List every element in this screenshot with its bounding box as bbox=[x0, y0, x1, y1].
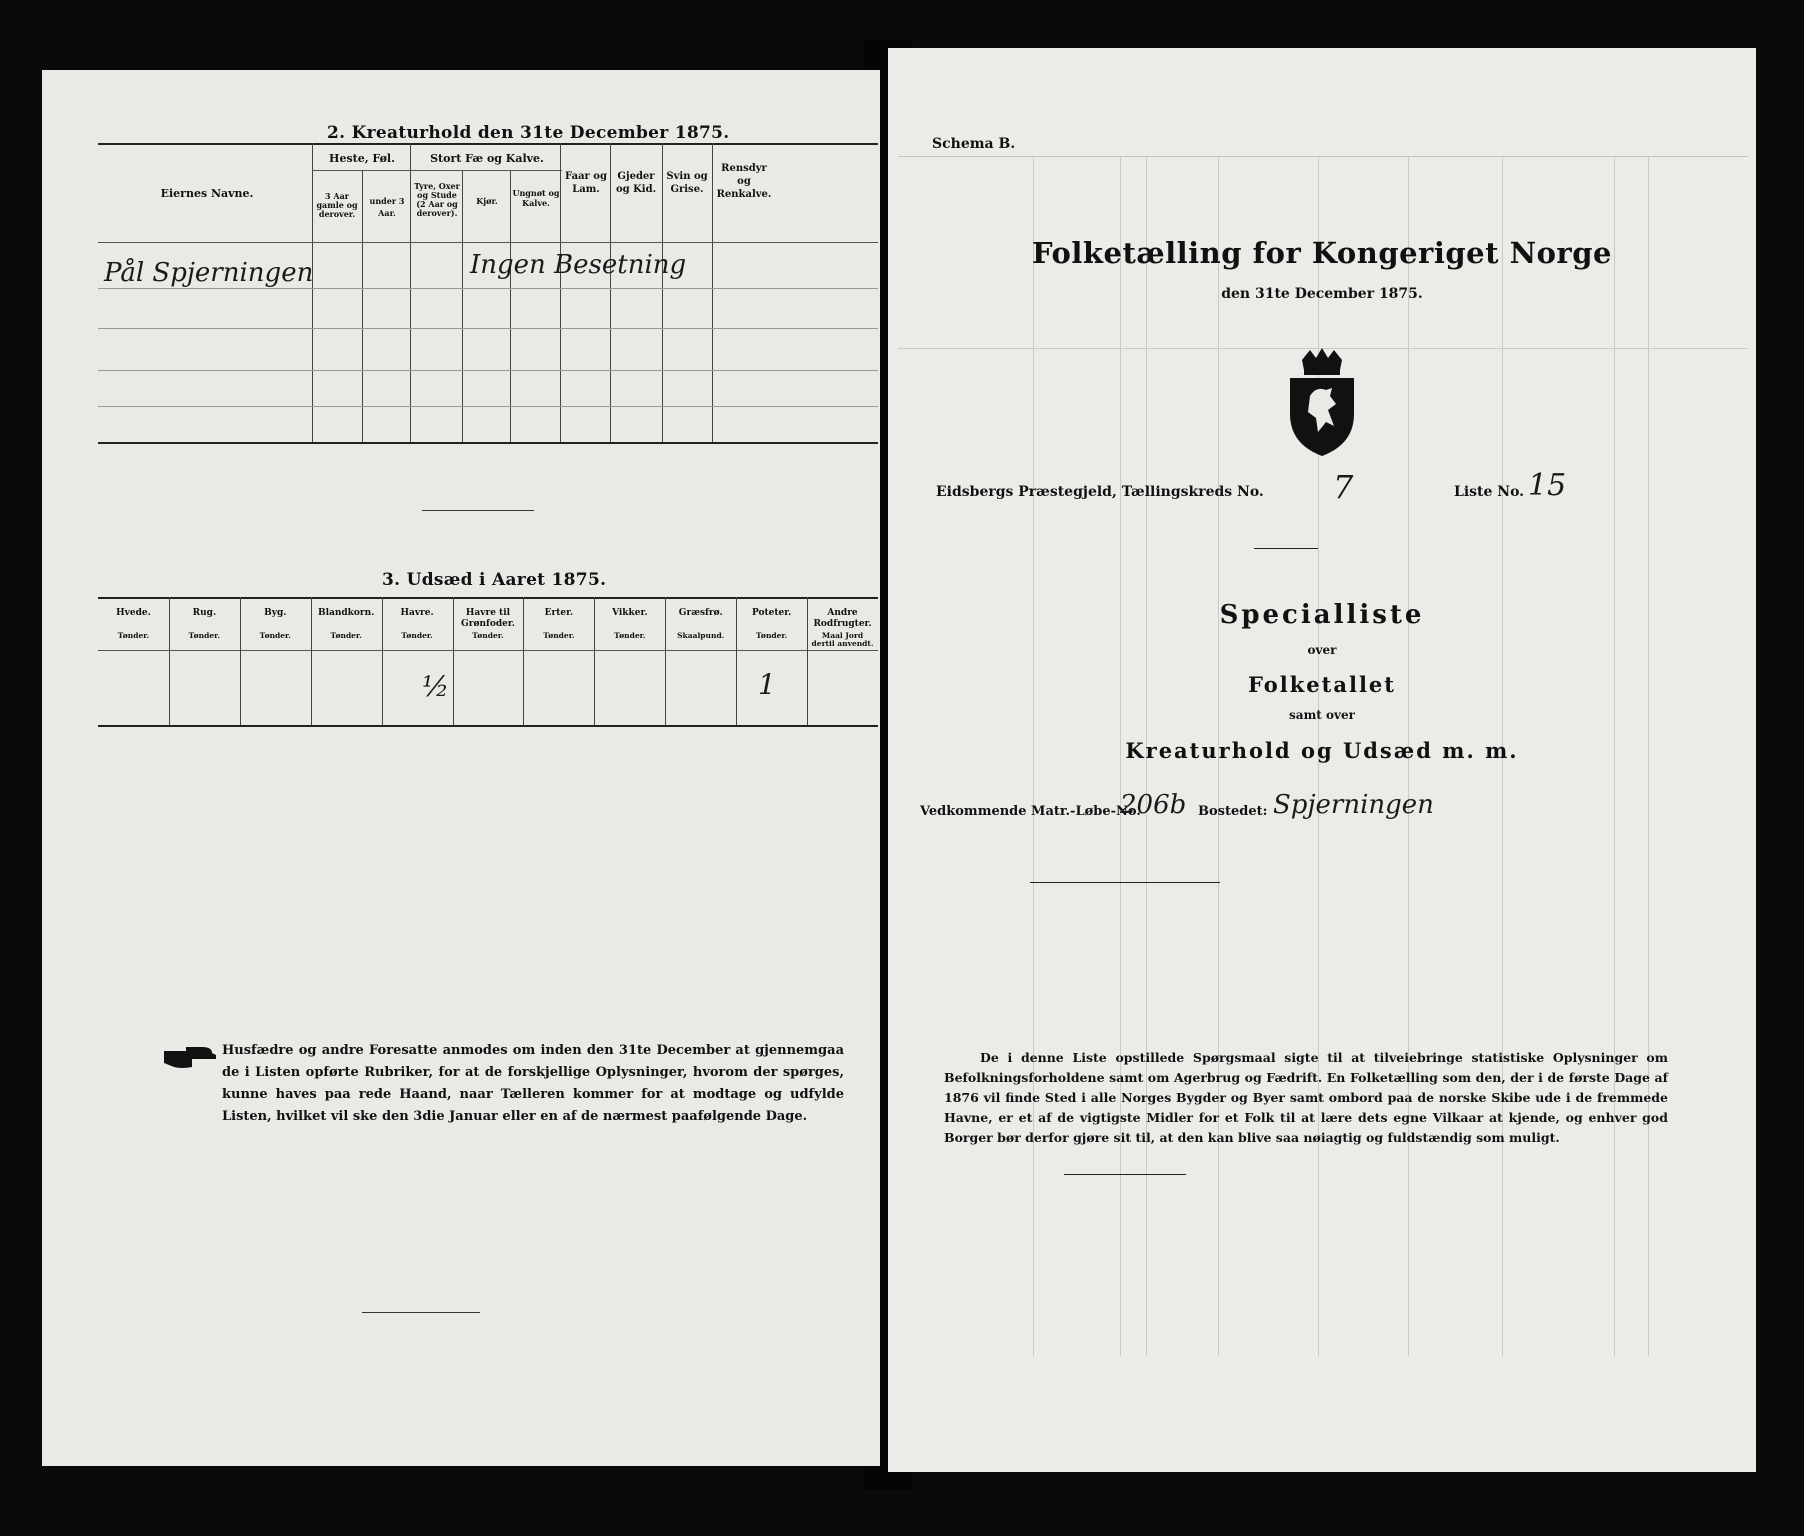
seed-col-unit: Tønder. bbox=[543, 631, 575, 640]
table3-bottom-rule bbox=[98, 725, 878, 727]
table3-col-rule bbox=[594, 597, 595, 725]
table3-col-rule bbox=[311, 597, 312, 725]
handwritten-bostedet-value: Spjerningen bbox=[1273, 790, 1434, 820]
seed-col-unit: Tønder. bbox=[117, 631, 150, 640]
handwritten-cattle-note: Ingen Besetning bbox=[470, 250, 687, 280]
table2-row-rule bbox=[98, 328, 878, 329]
census-date: den 31te December 1875. bbox=[1221, 286, 1423, 302]
table3-col-rule bbox=[240, 597, 241, 725]
liste-label: Liste No. bbox=[1454, 484, 1525, 500]
norway-lion-crest-icon bbox=[1280, 348, 1364, 458]
section-3-title: 3. Udsæd i Aaret 1875. bbox=[382, 570, 607, 590]
seed-col-header: Græsfrø. bbox=[678, 608, 723, 618]
col-owner-names: Eiernes Navne. bbox=[160, 187, 254, 200]
seed-col-header: Havre. bbox=[400, 608, 434, 618]
table2-col-rule bbox=[610, 143, 611, 443]
table2-col-rule bbox=[462, 170, 463, 443]
handwritten-liste-number: 15 bbox=[1528, 468, 1567, 503]
table2-top-rule bbox=[98, 143, 878, 145]
over-label: over bbox=[1307, 643, 1337, 657]
samt-over-label: samt over bbox=[1289, 708, 1355, 722]
seed-col-unit: Tønder. bbox=[755, 631, 788, 640]
seed-col-header: Erter. bbox=[544, 608, 574, 618]
seed-col-unit: Maal Jord dertil anvendt. bbox=[811, 631, 874, 648]
table2-col-rule bbox=[410, 143, 411, 443]
table2-subheader-rule bbox=[312, 170, 562, 171]
col-horses: Heste, Føl. bbox=[329, 152, 395, 165]
seed-col-unit: Tønder. bbox=[401, 631, 433, 640]
col-pigs: Svin og Grise. bbox=[666, 171, 708, 195]
seed-col-unit: Tønder. bbox=[472, 631, 504, 640]
seed-col-header: Poteter. bbox=[751, 608, 792, 618]
col-goats: Gjeder og Kid. bbox=[615, 171, 657, 195]
col-cattle-cows: Kjør. bbox=[476, 196, 498, 206]
seed-col-header: Byg. bbox=[264, 608, 287, 618]
table2-col-rule bbox=[560, 143, 561, 443]
explanatory-paragraph: De i denne Liste opstillede Spørgsmaal sigte til at tilveiebringe statistiske Oplysninger om Befolkningsforholdene samt om Agerbrug og Fædrift. En Folketælling som den, der i de første Dage af 1876 vil finde Sted i alle Norges Bygder og Byer samt ombord paa de norske Skibe ude i de fremmede Havne, er et af de vigtigste Midler for et Folk til at lære dets egne Vilkaar at kjende, og enhver god Borger bør derfor gjøre sit til, at den kan blive saa nøiagtig og fuldstændig som muligt. bbox=[944, 1050, 1668, 1145]
seed-col-unit: Tønder. bbox=[614, 631, 646, 640]
right-page bbox=[888, 48, 1756, 1472]
col-cattle-bulls: Tyre, Oxer og Stude (2 Aar og derover). bbox=[414, 181, 460, 218]
seed-col-header: Havre til Grønfoder. bbox=[461, 608, 515, 629]
table2-col-rule bbox=[662, 143, 663, 443]
table3-col-rule bbox=[382, 597, 383, 725]
table2-col-rule bbox=[312, 143, 313, 443]
seed-col-header: Rug. bbox=[192, 608, 217, 618]
table2-col-rule bbox=[712, 143, 713, 443]
background-grid-line bbox=[898, 156, 1748, 157]
col-sheep: Faar og Lam. bbox=[565, 171, 607, 195]
seed-col-unit: Tønder. bbox=[330, 631, 362, 640]
kreaturhold-heading: Kreaturhold og Udsæd m. m. bbox=[1125, 738, 1519, 763]
table2-row-rule bbox=[98, 288, 878, 289]
separator-rule bbox=[422, 510, 534, 511]
col-reindeer: Rensdyr og Renkalve. bbox=[716, 163, 772, 200]
seed-col-header: Andre Rodfrugter. bbox=[813, 608, 872, 629]
census-title: Folketælling for Kongeriget Norge bbox=[1032, 236, 1612, 270]
col-horses-under3: under 3 Aar. bbox=[369, 196, 405, 218]
table3-col-rule bbox=[169, 597, 170, 725]
handwritten-kreds-number: 7 bbox=[1333, 468, 1354, 506]
matr-label: Vedkommende Matr.-Løbe-No. bbox=[920, 804, 1141, 819]
table3-col-rule bbox=[453, 597, 454, 725]
handwritten-poteter-amount: 1 bbox=[758, 668, 776, 701]
specialliste-heading: Specialliste bbox=[1219, 600, 1425, 630]
folketallet-heading: Folketallet bbox=[1248, 672, 1396, 697]
seed-col-header: Blandkorn. bbox=[317, 608, 375, 618]
table2-header-rule bbox=[98, 242, 878, 243]
table3-col-rule bbox=[665, 597, 666, 725]
end-rule bbox=[362, 1312, 480, 1313]
handwritten-havre-amount: ½ bbox=[422, 670, 450, 703]
table3-header-rule bbox=[98, 650, 878, 651]
col-cattle-young: Ungnøt og Kalve. bbox=[512, 188, 560, 208]
parish-label: Eidsbergs Præstegjeld, Tællingskreds No. bbox=[936, 484, 1264, 500]
handwritten-matr-number: 206b bbox=[1120, 790, 1187, 820]
table2-row-rule bbox=[98, 370, 878, 371]
seed-col-unit: Tønder. bbox=[188, 631, 221, 640]
handwritten-owner-name: Pål Spjerningen bbox=[104, 258, 314, 288]
table3-col-rule bbox=[736, 597, 737, 725]
table2-col-rule bbox=[362, 170, 363, 443]
table2-row-rule bbox=[98, 406, 878, 407]
section-2-title: 2. Kreaturhold den 31te December 1875. bbox=[327, 123, 730, 143]
seed-col-unit: Tønder. bbox=[259, 631, 291, 640]
seed-col-header: Vikker. bbox=[612, 608, 648, 618]
notice-paragraph: Husfædre og andre Foresatte anmodes om inden den 31te December at gjennemgaa de i Listen opførte Rubriker, for at de forskjellige Oplysninger, hvorom der spørges, kunne haves paa rede Haand, naar Tælleren kommer for at modtage og udfylde Listen, hvilket vil ske den 3die Januar eller en af de nærmest paafølgende Dage. bbox=[222, 1043, 844, 1124]
separator-rule bbox=[1030, 882, 1220, 883]
table3-col-rule bbox=[807, 597, 808, 725]
col-cattle: Stort Fæ og Kalve. bbox=[430, 152, 544, 165]
schema-label: Schema B. bbox=[932, 136, 1016, 152]
seed-col-unit: Skaalpund. bbox=[677, 631, 725, 640]
table3-col-rule bbox=[523, 597, 524, 725]
pointing-hand-icon bbox=[162, 1045, 218, 1071]
table2-col-rule bbox=[510, 170, 511, 443]
col-horses-3yr: 3 Aar gamle og derover. bbox=[316, 191, 358, 219]
seed-col-header: Hvede. bbox=[116, 608, 151, 618]
table2-bottom-rule bbox=[98, 442, 878, 444]
bostedet-label: Bostedet: bbox=[1198, 804, 1268, 819]
end-rule bbox=[1064, 1174, 1186, 1175]
table3-top-rule bbox=[98, 597, 878, 599]
separator-rule bbox=[1254, 548, 1318, 549]
left-page bbox=[42, 70, 880, 1466]
